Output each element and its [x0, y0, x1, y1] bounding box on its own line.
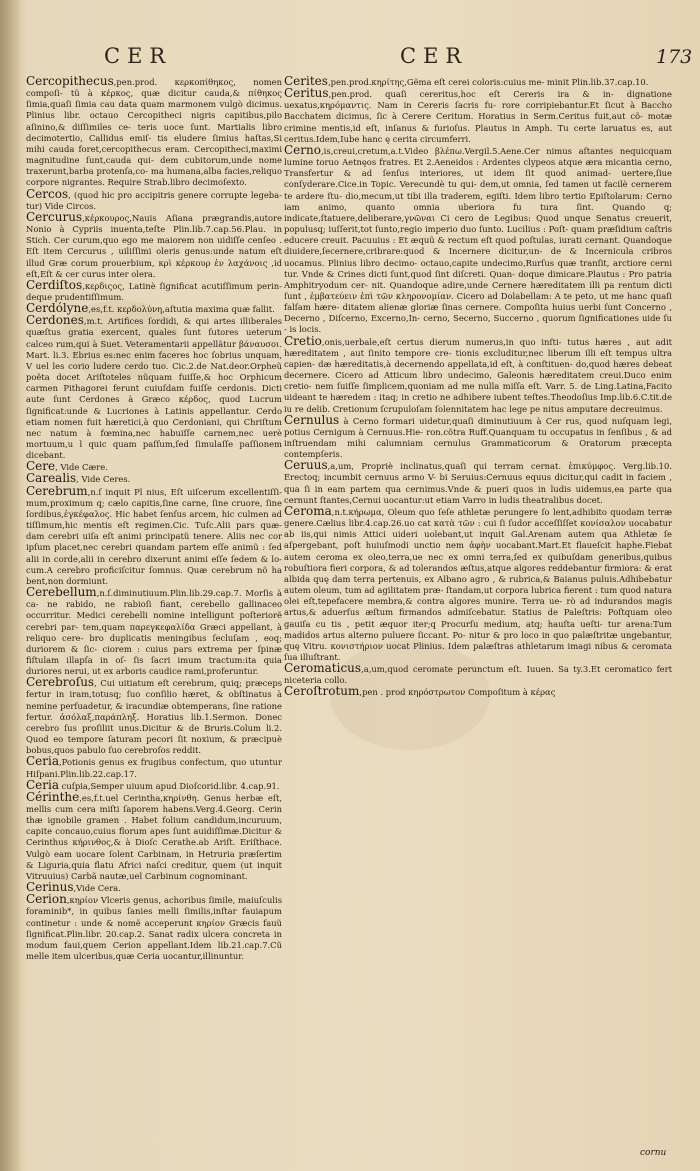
entry-definition: ,pen.prod. κερκοπίθηκος, nomen compoſi- tũ à κέρκος, quæ dicitur cauda,& πίθηκος ſimia,quaſi ſimia cau data quam marmonem vulgò dicimus. Plinius libr. octauo Cercopitheci nigris capitibus,pilo aſinino,& diſſimiles ce- teris uoce ſunt. Martialis libro decimotertio, Callidus emiſ- tis eludere ſimius haſtas,Si mihi cauda foret,cercopithecus eram. Cercopitheci,maximi magnitudine ſunt,cauda qui- dem cubitorum,unde nome traxerunt,barba protenſa,co- ma humana,alba facies,reliquo corpore nigrantes. Require Strab.libro decimoſexto.: [26, 77, 282, 188]
entry-definition: ,es,f.t. κερδολύνη,aſtutia maxima quæ fallit.: [88, 304, 275, 315]
entry-definition: , Cui uitiatum eſt cerebrum, quiq; præceps fertur in iram,totusq; ſuo conſilio hæret, & obſtinatus à nemine perſuadetur, & iracundiæ obtemperans, ſine ratione fertur. ἀσόλαξ,παράπληξ. Horatius lib.1.Sermon. Donec cerebro ſus proſiliit unus.Dicitur & de Bruris.Colum li.2. Quod eo tempore ſaturam pecori ſit noxium, & præcipuè bobus,quos pabulo ſuo cerebroſos reddit.: [26, 678, 282, 756]
dictionary-entry: [26, 186, 282, 212]
left-column: [26, 76, 282, 1146]
entry-definition: ,pen.prod. quaſi cereritus,hoc eſt Cereris ira & in- dignatione uexatus,κηρόμαντις. Nam in Cereris ſacris fu- rore corripiebantur.Et ſicut à Baccho Bacchatem dicimus, ſic à Cerere Ceritum. Horatius in Serm.Ceritus fuit,aut cõ- motæ crimine mentis,id eſt, inſanus & furioſus. Plautus in Amph. Tu certe laruatus es, aut ceritus.Idem,Iube hanc ę cerita circumferri.: [284, 89, 672, 144]
dictionary-entry: [284, 503, 672, 663]
dictionary-entry: [26, 209, 282, 280]
entry-headword: Cercos: [26, 186, 69, 201]
dictionary-entry: [284, 333, 672, 415]
entry-definition: ,κερδιςος, Latinè ſignificat acutiſſimum perin- deque prudentiſſimum.: [26, 280, 282, 302]
dictionary-entry: [284, 460, 672, 506]
entry-headword: Cercopithecus: [26, 76, 114, 88]
entry-headword: Cerebrum: [26, 483, 88, 498]
dictionary-entry: [26, 277, 282, 303]
entry-definition: cuſpia,Semper uiuum apud Dioſcorid.libr. 4.cap.91.: [59, 780, 280, 791]
catchword: cornu: [640, 1148, 667, 1158]
entry-headword: Cerdones: [26, 313, 84, 328]
entry-definition: ,pen . prod κηρόστρωτον Compoſitum à κέρας: [359, 687, 556, 698]
entry-definition: ,n.t.κήρωμα, Oleum quo ſeſe athletæ perungere ſo lent,adhibito quodam terræ genere.Cælius libr.4.cap.26.uo cat κατὰ τῶν : cui ſi ſudor acceſſiſſet κονίσαλον uocabatur ab iis,qui nimis Attici uideri uolebant,ut inquit Gal.Arenam autem qua Athletæ ſe aſpergebant, poſt huiuſmodi unctio nem ἀφὴν uocabant.Mart.Et flaueſcit haphe.Fiebat autem ceroma ex oleo,terra,ue nec ex omni terra,ſed ex quibuſdam generibus,quibus robuſtiora fieri corpora, & ad tolerandos æſtus,atque algores reddebantur firmiora: & erat albida quę dam terra pertenuis, ex Albano agro , & rubrica,& Baianus puluis.Adhibebatur autem oleum, tum ad agilitatem præ- ſtandam,ut corpora lubrica fierent : tum quod natura olei eſt,tepefacere membra,& contra algores munire. Terra ue- rò ad indurandos magis artus,& aduerſus æſtum firmandos admiſcebatur. Statius de Paleſtris: Poſtquam oleo gauiſa cu tis , petit æquor iter;q Procurſu medium, atq; hauſta ueſti- tur arena:Tum madidos artus alterno puluere ſiccant. Po- nitur & pro loco in quo palæſtritæ ungebantur, quę Vitru. κονιστήριον uocat Plinius. Idem palæſtras athletarum imagi nibus & ceromata ſua illuſtrant.: [284, 506, 672, 662]
dictionary-entry: [284, 663, 672, 686]
dictionary-entry: [26, 315, 282, 461]
running-header: [0, 44, 700, 74]
right-column: [284, 76, 672, 1146]
entry-definition: ,m.t. Artifices ſordidi, & qui artes illiberales quæſtus gratia exercent, quales ſunt ſutores ueterum calceo rum,qui à Suet. Veteramentarii appellãtur βάναυσοι. Mart. li.3. Ebrius es:nec enim faceres hoc ſobrius unquam, V uel les corio ludere cerdo tuo. Cic.2.de Nat.deor.Orpheũ poẽta docet Ariſtoteles nũquam fuiſſe,& hoc Orphicum carmen Pithagorei ferunt cuiuſdam fuiſſe cerdonis. Dicti aute ſunt Cerdones à Græco κέρδος, quod Lucrum ſignificat:unde & Lucriones à Latinis appellantur. Cerdo etiam nomen fuit hæretici,à quo Cerdoniani, qui Chriſtum nec natum à fœmina,nec habuiſſe carnem,nec uerè mortuum,u l quic quam paſſum,ſed ſimulaſſe paſſionem dicebant.: [26, 316, 282, 461]
entry-headword: Cerdiſtos: [26, 277, 83, 292]
entry-definition: ,n.ſ.diminutiuum.Plin.lib.29.cap.7. Morſis à ca- ne rabido, ne rabioſi fiant, cerebello gallinaceo occurritur. Medici cerebelli nomine intelligunt poſteriorẽ cerebri par- tem,quam παρεγκεφαλίδα Græci appellant, à reliquo cere- bro duplicatis meningibus ſecluſam , eoq; duriorem & ſic- ciorem : cuius pars extrema per ſpinæ fiſtulam illapſa in oſ- ſis ſacri imum tractum:ita quia duriores nerui, ut ex arboris caudice rami,proferuntur.: [26, 588, 282, 677]
dictionary-entry: [26, 894, 282, 962]
entry-headword: Ceria: [26, 754, 60, 769]
entry-headword: Cerites: [284, 76, 328, 88]
entry-headword: Cérinthe: [26, 789, 80, 804]
entry-definition: ,es,f.t.uel Cerintha,κηρίνθη. Genus herbæ eſt, mellis cum cera miſti ſaporem habens.Verg.4.Georg. Cerin thæ ignobile gramen . Habet folium candidum,incuruum, capite concauo,cuius florum apes ſunt auidiſſimæ.Dicitur & Cerinthus κήρινθος,& à Dioſc Cerathe.ab Ariſt. Eriſthace. Vulgò eam uocare ſolent Carbinam, in Hetruria præſertim & Liguria,quia flatu Africi naſci creditur, quem (ut inquit Vitruuius) Carbã nautæ,uel Carbinum cognominant.: [26, 792, 282, 881]
entry-headword: Carealis: [26, 471, 77, 486]
entry-definition: ,onis,uerbale,eſt certus dierum numerus,in quo inſti- tutus hæres , aut adit hæreditatem , aut ſinito tempore cre- tionis excluditur,nec liberum illi eſt tempus ultra capien- dæ hæreditatis,à decernendo appellata,id eſt, à conſtituen- do,quod hæres debeat decernere. Cicero ad Atticum libro undecimo, Galeonis hæreditatem creui.Duco enim cretio- nem ſuiſſe ſimplicem,quoniam ad me nulla miſſa eſt. Varr. 5. de Ling.Latina,Facito uideant te hæredem : itaq; in cretio ne adhibere iubent teſtes.Theodoſius Imp.lib.6.C.tit.de iu re delib. Cretionum ſcrupuloſam ſolennitatem hac lege pe nitus amputare decreuimus.: [284, 336, 672, 414]
entry-headword: Cerebellum: [26, 585, 97, 600]
dictionary-entry: [26, 76, 282, 189]
entry-headword: Ceroſtrotum: [284, 684, 360, 699]
entry-headword: Cerinus: [26, 880, 74, 895]
dictionary-entry: [284, 76, 672, 88]
dictionary-entry: [284, 88, 672, 145]
entry-definition: ,n.ſ inquit Pl nius, Eſt uiſcerum excellentiſſi- mum,proximum q; cælo capitis,ſine carne, ſine cruore, ſine ſordibus,ἐγκέφαλος. Hic habet ſenſus arcem, hic culmen ad tiſſimum,hic mentis eſt regimen.Cic. Tuſc.Alii pars quæ- dam cerebri uiſa eſt animi principatũ tenere. Aliis nec cor ipſum placet,nec cerebri quandam partem eſſe animũ : ſed alii in corde,alii in cerebro dixerunt animi eſſe ſedem & lo- cum.A cerebro proficiſcitur ſomnus. Quæ cerebrum nõ ha bent,non dormiunt.: [26, 486, 282, 586]
header-left-word: CER: [104, 44, 173, 68]
entry-definition: ,is,creui,cretum,a.t.Video βλέπω.Vergil.5.Aene.Cer nimus aſtantes nequicquam lumine toruo Aetnęos fratres. Et 2.Aeneidos : Ardentes clypeos atque æra micantia cerno, Transfertur & ad ſenſus interiores, ut idem ſit quod animad- uertere,ſiue conſyderare.Cice.in Topic. Verecundè tu qui- dem,ut omnia, ſed tamen ut facilè cernerem te ardere ſtu- dio,mecum,ut tibi illa traderem, egiſti. Idem libro tertio Epiſtolarum: Cerno iam animo, quanto omnia uberiora fu tura ſint. Quando q; indicate,ſtatuere,deliberare,γνῶναι Ci cero de Legibus: Quod unque Senatus creuerit, populusq; iuſſerit,tot ſunto,regio imperio duo ſunto. Lucilius : Poſt- quam præſidium caſtris educere creuit. Pacuuius : Et æquũ & rectum eſt quod poſtulas, iurati cernant. Quandoque diuidere,ſecernere,cribrare:quod & Incernere dicitur,un- de & Incernicula cribros uocamus. Plinius libro decimo- octauo,capite undecimo,Rurſus quæ tranſit, arctiore cerni tur. Vnde & Crines dicti ſunt,quod ſint diſcreti. Quan- doque dimicare.Plautus : Pro patria Amphitryodum cer- nit. Quandoque adire,unde Cernere hæreditatem illi pa rentum dicti ſunt , ἐμβατεύειν ἐπὶ τῶν κληρονομίαν. Cicero ad Dolabellam: A te peto, ut me hanc quaſi falſam hære- ditatem alienæ gloriæ ſinas cernere. Compoſita huius uerbi ſunt Concerno , Decerno , Diſcerno, Excerno,In- cerno, Secerno, Succerno , quorum ſignificationes uide ſu - is locis.: [284, 145, 672, 335]
entry-headword: Cercurus: [26, 209, 83, 224]
entry-definition: ,pen.prod.κηρίτης,Gẽma eſt cerei coloris:cuius me- minit Plin.lib.37.cap.10.: [327, 77, 649, 87]
entry-headword: Ceroma: [284, 503, 332, 518]
entry-headword: Cretio: [284, 333, 322, 348]
entry-definition: ,a,um,quod ceromate perunctum eſt. Iuuen. Sa ty.3.Et ceromatico fert niceteria collo.: [284, 664, 672, 686]
entry-headword: Ceruus: [284, 458, 328, 473]
entry-headword: Cerno: [284, 142, 321, 157]
entry-definition: à Cerno formari uidetur,quaſi diminutiuum à Cer rus, quod nuſquam legi, potius Cernigum à Cernuus.Hie- ron.cõtra Ruff.Quanquam tu occupatus in ſenſibus , & ad inſtruendam mihi calumniam cernulus Grammaticorum & Oratorum præcepta contempſeris.: [284, 415, 672, 460]
entry-headword: Cernulus: [284, 412, 340, 427]
entry-definition: ,κηρίον Vlceris genus, achoribus ſimile, maiuſculis foraminib*, in quibus ſanies melli ſimilis,inſtar fauiapum continetur : unde & nomẽ acceperunt κηρίον Græcis fauũ ſignificat.Plin.libr. 20.cap.2. Sanat radix ulcera concreta in modum faui,quem Cerion appellant.Idem lib.21.cap.7.Cũ melle item ulceribus,quæ Ceria uocantur,illinuntur.: [26, 895, 282, 962]
entry-headword: Cerion: [26, 892, 67, 907]
entry-definition: ,Potionis genus ex frugibus confectum, quo utuntur Hiſpani.Plin.lib.22.cap.17.: [26, 757, 282, 779]
dictionary-entry: [284, 412, 672, 461]
header-right-word: CER: [400, 44, 469, 68]
entry-definition: ,κέρκουρος,Nauis Aſiana prægrandis,autore Nonio à Cypriis inuenta,teſte Plin.lib.7.cap.56.Plau. in Stich. Cer curum,quo ego me maiorem non uidiſſe cenſeo . Eſt item Cercurus , uiliſſimi oleris genus:unde natum eſt illud Græ corum prouerbium, κρὶ κέρκουρ ἐν λαχάνοις ,id eſt,Eſt & cer curus inter olera.: [26, 212, 282, 279]
entry-headword: Cerdólyne: [26, 301, 89, 316]
dictionary-entry: [26, 483, 282, 587]
entry-headword: Ceria: [26, 777, 60, 792]
entry-definition: , Vide Cære.: [55, 462, 108, 473]
page-number: 173: [656, 46, 693, 68]
dictionary-entry: [284, 142, 672, 336]
dictionary-entry: [26, 587, 282, 677]
dictionary-entry: [26, 789, 282, 882]
page-spine-shadow: [0, 0, 22, 1171]
entry-definition: , Vide Ceres.: [76, 474, 131, 485]
dictionary-entry: [26, 677, 282, 756]
entry-headword: Cerebroſus: [26, 675, 95, 690]
entry-definition: , (quod hic pro accipitris genere corrupte legeba- tur) Vide Circos.: [26, 189, 282, 211]
dictionary-entry: [284, 686, 672, 698]
entry-headword: Ceromaticus: [284, 661, 362, 676]
entry-headword: Cere: [26, 459, 56, 474]
entry-headword: Ceritus: [284, 86, 329, 101]
dictionary-entry: [26, 756, 282, 779]
entry-definition: ,Vide Cera.: [73, 883, 121, 894]
entry-definition: ,a,um, Propriè inclinatus,quaſi qui terram cernat. ἐπικύμφος. Verg.lib.10. Erectoq; incumbit cernuus armo V- bi Seruius:Cernuus equus dicitur,qui cadit in faciem , qua ſi in eam partem qua cernimus.Vnde & pueri quos in ludis uidemus,ea parte qua cernunt ſtantes,Cernui uocantur:ut etiam Varro in ludis theatralibus docet.: [284, 461, 672, 505]
